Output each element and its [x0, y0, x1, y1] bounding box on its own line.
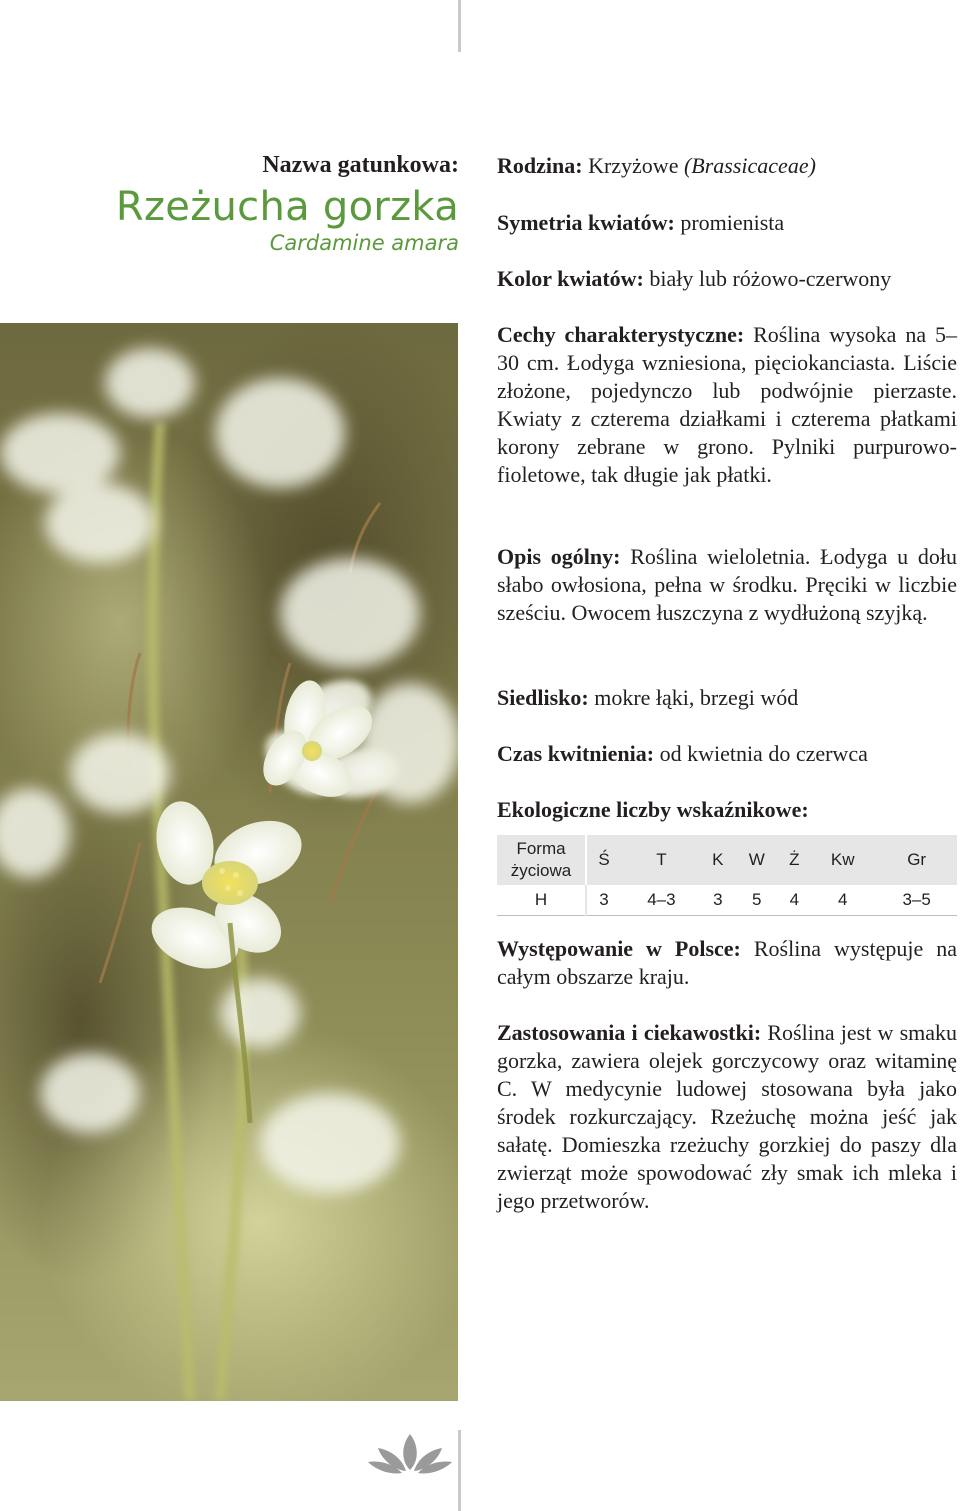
eco-value-cell: 5: [734, 885, 780, 916]
species-name-block: [116, 152, 459, 255]
eco-value-cell: 4–3: [621, 885, 702, 916]
general-label: Opis ogólny:: [497, 544, 621, 569]
flower-color-label: Kolor kwiatów:: [497, 266, 644, 291]
species-name-label: Nazwa gatunkowa:: [262, 152, 459, 178]
family-row: [497, 152, 957, 180]
eco-value-cell: 4: [780, 885, 810, 916]
eco-value-row: [497, 885, 957, 916]
characteristics-text: Roślina wysoka na 5–30 cm. Łodyga wzniesiona, pięciokanciasta. Liście złożone, pojedynczo lub podwójnie pierzaste. Kwiaty z czterema działkami i czterema płatkami korony zebrane w grono. Pylniki purpurowo-fioletowe, tak długie jak płatki.: [497, 322, 957, 487]
family-label: Rodzina:: [497, 153, 583, 178]
symmetry-row: [497, 209, 957, 237]
top-divider: [458, 0, 461, 52]
eco-table-wrapper: [497, 835, 957, 916]
habitat-row: [497, 684, 957, 712]
leaf-logo-icon: [366, 1430, 456, 1480]
eco-header-cell: Kw: [809, 835, 876, 885]
general-text: Roślina wieloletnia. Łodyga u dołu słabo owłosiona, pełna w środku. Pręciki w liczbie sześciu. Owocem łuszczyna z wydłużoną szyjką.: [497, 544, 957, 625]
plant-photo: [0, 323, 458, 1401]
flowering-row: [497, 740, 957, 768]
eco-value-cell: 3–5: [876, 885, 957, 916]
eco-title: [497, 796, 957, 824]
eco-value-cell: 3: [586, 885, 621, 916]
flowering-value: od kwietnia do czerwca: [654, 741, 868, 766]
flowering-label: Czas kwitnienia:: [497, 741, 655, 766]
common-name: Rzeżucha gorzka: [115, 184, 459, 230]
eco-header-cell: K: [702, 835, 734, 885]
eco-header-cell: Gr: [876, 835, 957, 885]
symmetry-value: promienista: [674, 210, 785, 235]
bottom-divider: [458, 1430, 461, 1511]
eco-header-cell: Ś: [586, 835, 621, 885]
habitat-label: Siedlisko:: [497, 685, 589, 710]
eco-title-text: Ekologiczne liczby wskaźnikowe:: [497, 797, 809, 822]
eco-header-row: [497, 835, 957, 885]
occurrence-paragraph: [497, 935, 957, 991]
uses-text: Roślina jest w smaku gorzka, zawiera olejek gorczycowy oraz witaminę C. W medycynie ludowej stosowana była jako środek rozkurczający. Rzeżuchę można jeść jak sałatę. Domieszka rzeżuchy gorzkiej do paszy dla zwierząt może spowodować zły smak ich mleka i jego przetworów.: [497, 1020, 958, 1213]
general-paragraph: [497, 543, 957, 627]
habitat-value: mokre łąki, brzegi wód: [588, 685, 799, 710]
flower-color-value: biały lub różowo-czerwony: [643, 266, 892, 291]
eco-value-cell: 3: [702, 885, 734, 916]
characteristics-label: Cechy charakterystyczne:: [497, 322, 745, 347]
family-value: Krzyżowe: [588, 153, 684, 178]
eco-indicator-table: [497, 835, 957, 916]
eco-header-cell: Ż: [780, 835, 810, 885]
family-latin: (Brassicaceae): [683, 153, 816, 178]
latin-name: Cardamine amara: [269, 231, 459, 255]
uses-paragraph: [497, 1019, 957, 1215]
eco-value-cell: 4: [809, 885, 876, 916]
life-form-value: H: [497, 885, 586, 916]
occurrence-text: Roślina występuje na całym obszarze kraju.: [497, 936, 957, 989]
eco-header-cell: W: [734, 835, 780, 885]
characteristics-paragraph: [497, 321, 957, 489]
life-form-header: Forma życiowa: [497, 835, 586, 885]
symmetry-label: Symetria kwiatów:: [497, 210, 675, 235]
flower-color-row: [497, 265, 957, 293]
eco-header-cell: T: [621, 835, 702, 885]
uses-label: Zastosowania i ciekawostki:: [497, 1020, 762, 1045]
occurrence-label: Występowanie w Polsce:: [497, 936, 741, 961]
